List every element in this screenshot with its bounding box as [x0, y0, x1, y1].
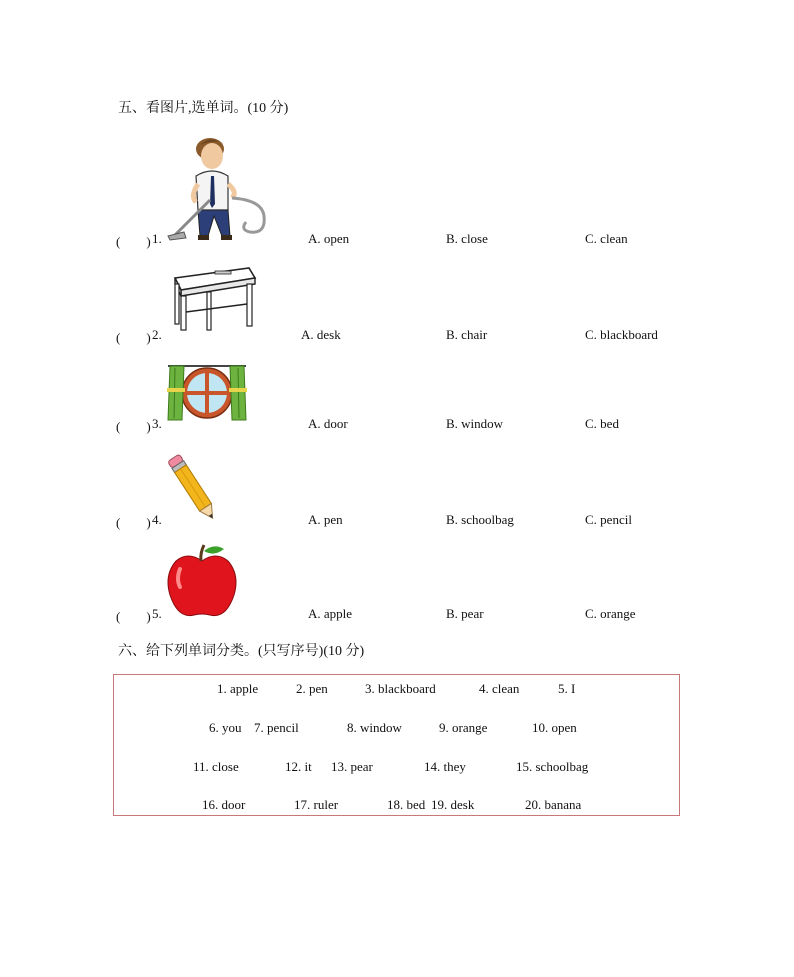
option-b: B. chair [446, 327, 488, 342]
question-number: 1. [152, 231, 162, 246]
question-number: 3. [152, 416, 162, 431]
pencil-illustration [166, 450, 220, 526]
word-item: 8. window [347, 720, 402, 735]
word-item: 7. pencil [254, 720, 299, 735]
option-a: A. open [308, 231, 350, 246]
word-item: 18. bed [387, 797, 426, 812]
word-item: 1. apple [217, 681, 259, 696]
question-number: 4. [152, 512, 162, 527]
word-item: 3. blackboard [365, 681, 436, 696]
answer-blank[interactable]: ( ) [116, 419, 151, 434]
option-c: C. orange [585, 606, 636, 621]
option-a: A. apple [308, 606, 353, 621]
word-item: 9. orange [439, 720, 488, 735]
word-item: 13. pear [331, 759, 373, 774]
desk-illustration [167, 264, 257, 332]
red-apple-illustration [164, 543, 240, 619]
word-item: 11. close [193, 759, 239, 774]
word-item: 20. banana [525, 797, 582, 812]
word-item: 16. door [202, 797, 246, 812]
section-6-heading: 六、给下列单词分类。(只写序号)(10 分) [118, 644, 365, 659]
question-number: 5. [152, 606, 162, 621]
option-c: C. clean [585, 231, 628, 246]
word-item: 6. you [209, 720, 242, 735]
answer-blank[interactable]: ( ) [116, 330, 151, 345]
word-item: 5. I [558, 681, 576, 696]
word-item: 10. open [532, 720, 577, 735]
word-item: 15. schoolbag [516, 759, 589, 774]
answer-blank[interactable]: ( ) [116, 515, 151, 530]
option-b: B. close [446, 231, 488, 246]
window-with-curtains-illustration [166, 362, 248, 422]
option-b: B. pear [446, 606, 484, 621]
option-a: A. pen [308, 512, 343, 527]
question-number: 2. [152, 327, 162, 342]
answer-blank[interactable]: ( ) [116, 609, 151, 624]
option-a: A. door [308, 416, 348, 431]
section-5-heading: 五、看图片,选单词。(10 分) [118, 101, 289, 116]
word-item: 17. ruler [294, 797, 339, 812]
option-c: C. blackboard [585, 327, 658, 342]
word-item: 4. clean [479, 681, 520, 696]
word-item: 12. it [285, 759, 312, 774]
option-b: B. window [446, 416, 504, 431]
man-vacuuming-illustration [166, 136, 270, 242]
option-c: C. bed [585, 416, 619, 431]
word-item: 19. desk [431, 797, 475, 812]
word-item: 14. they [424, 759, 466, 774]
option-c: C. pencil [585, 512, 632, 527]
word-item: 2. pen [296, 681, 328, 696]
answer-blank[interactable]: ( ) [116, 234, 151, 249]
option-a: A. desk [301, 327, 341, 342]
option-b: B. schoolbag [446, 512, 514, 527]
